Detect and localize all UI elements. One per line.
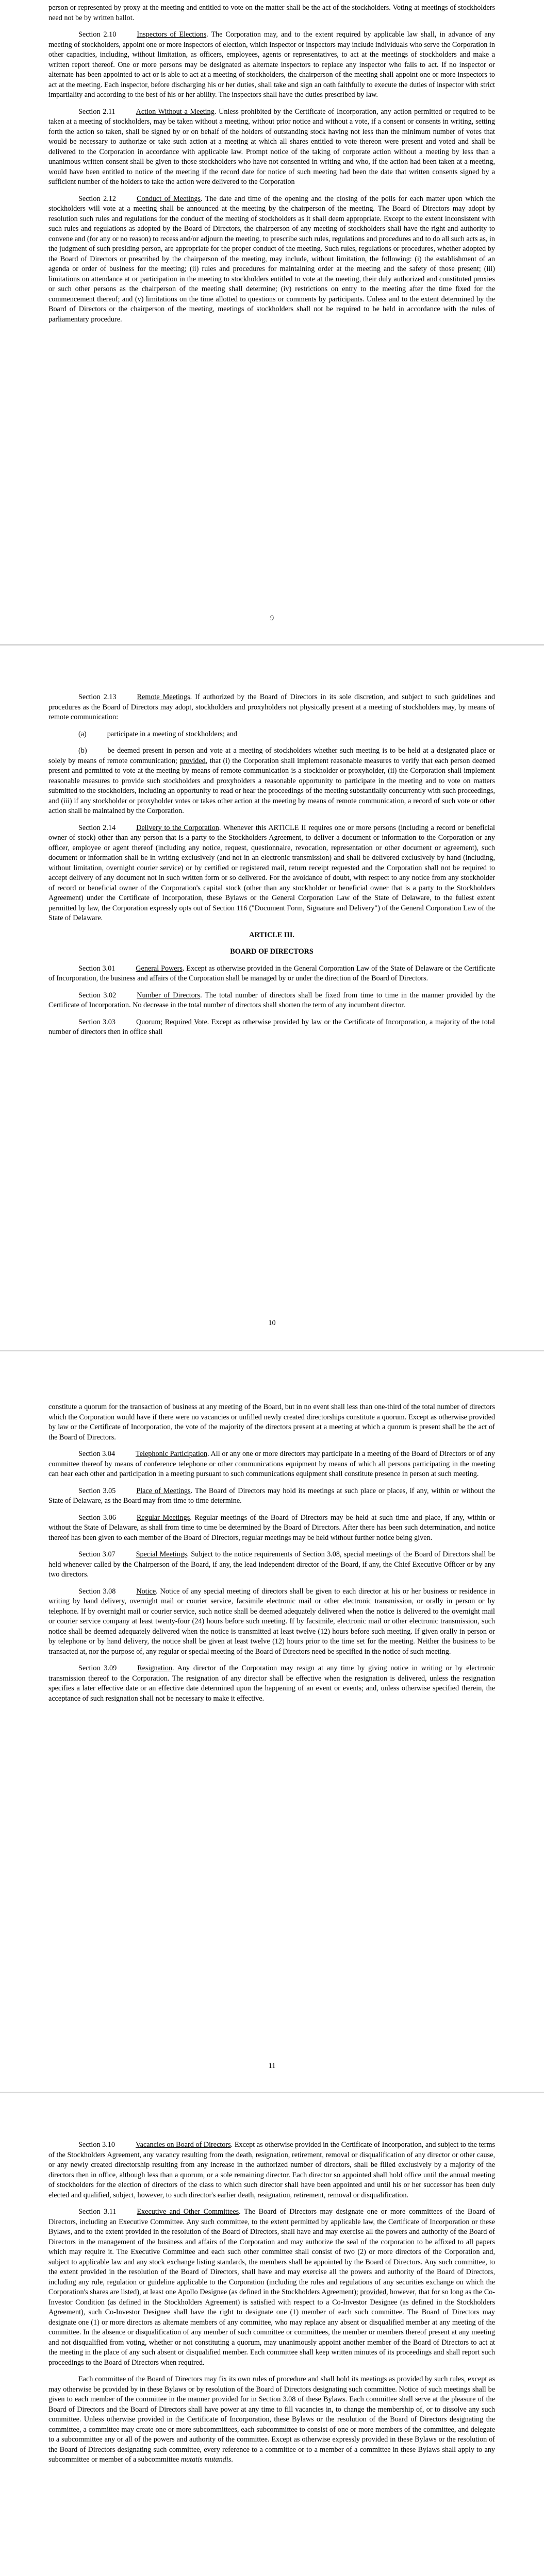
section-title: Number of Directors bbox=[137, 991, 201, 999]
page-separator bbox=[0, 1350, 544, 1351]
page-9-content bbox=[48, 3, 495, 331]
section-3-01 bbox=[48, 964, 495, 984]
list-text: be deemed present in person and vote at a meeting of stockholders whether such meeting is to be held at a designated place or solely by means of remote communication; bbox=[48, 747, 495, 765]
article-title: BOARD OF DIRECTORS bbox=[230, 947, 314, 956]
section-number: Section 2.10 bbox=[78, 30, 117, 39]
section-title: Delivery to the Corporation bbox=[136, 823, 219, 832]
list-item-b bbox=[48, 746, 495, 817]
section-number: Section 3.06 bbox=[78, 1513, 116, 1522]
provided-term: provided bbox=[360, 2288, 386, 2296]
section-text: . The Corporation may, and to the extent required by applicable law shall, in advance of any meeting of stockholders, appoint one or more inspectors of election, which inspector or inspectors may include individuals who serve the Corporation in other capacities, including, without limitation, as officers, employees, agents or representatives, to act at the meetings of stockholders and make a written report thereof. One or more persons may be designated as alternate inspectors to replace any inspector who fails to act. If no inspector or alternate has been appointed to act or is able to act at a meeting of stockholders, the chairperson of the meeting shall appoint one or more inspectors to act at the meeting. Each inspector, before discharging his or her duties, shall take and sign an oath faithfully to execute the duties of inspector with strict impartiality and according to the best of his or her ability. The inspectors shall have the duties prescribed by law. bbox=[48, 30, 495, 99]
section-text: . All or any one or more directors may participate in a meeting of the Board of Directors or of any committee thereof by means of conference telephone or other communications equipment by means of which all persons participating in the meeting can hear each other and participation in a meeting pursuant to such communications equipment shall constitute presence in person at such meeting. bbox=[48, 1450, 495, 1478]
section-3-04 bbox=[48, 1449, 495, 1480]
section-number: Section 3.01 bbox=[78, 964, 116, 973]
section-text: . Notice of any special meeting of directors shall be given to each director at his or her business or residence in writing by hand delivery, overnight mail or courier service, facsimile electronic mail or other electronic transmission, or orally in person or by telephone. If by overnight mail or courier service, such notice shall be deemed adequately delivered when the notice is delivered to the overnight mail or courier service company at least twenty-four (24) hours before such meeting. If by facsimile, electronic mail or other electronic transmission, such notice shall be deemed adequately delivered when the notice is transmitted at least twelve (12) hours before such meeting. If given orally in person or by telephone or by hand delivery, the notice shall be given at least twelve (12) hours prior to the time set for the meeting. Neither the business to be transacted at, nor the purpose of, any regular or special meeting of the Board of Directors need be specified in the notice of such meeting. bbox=[48, 1587, 495, 1656]
section-number: Section 3.05 bbox=[78, 1486, 116, 1495]
section-text: . Whenever this ARTICLE II requires one or more persons (including a record or beneficial owner of stock) other than any person that is a party to the Stockholders Agreement, to deliver a document or information to the Corporation or any officer, employee or agent thereof (including any notice, request, questionnaire, revocation, representation or other document or agreement), such document or information shall be in writing exclusively (and not in an electronic transmission) and shall be delivered exclusively by hand (including, without limitation, overnight courier service) or by certified or registered mail, return receipt requested and the Corporation shall not be required to accept delivery of any document not in such written form or so delivered. For the avoidance of doubt, with respect to any notice from any stockholder of record or beneficial owner of the Corporation's capital stock (other than any stockholder or beneficial owner that is a party to the Stockholders Agreement) under the Certificate of Incorporation, these Bylaws or the General Corporation Law of the State of Delaware, to the fullest extent permitted by law, the Corporation expressly opts out of Section 116 ("Document Form, Signature and Delivery") of the General Corporation Law of the State of Delaware. bbox=[48, 823, 495, 922]
section-3-07 bbox=[48, 1550, 495, 1580]
list-label: (a) bbox=[78, 730, 87, 738]
section-number: Section 3.11 bbox=[78, 2208, 117, 2216]
page-separator bbox=[0, 2092, 544, 2093]
section-number: Section 2.12 bbox=[78, 194, 117, 203]
section-text: . Regular meetings of the Board of Directors may be held at such time and place, if any, within or without the State of Delaware, as shall from time to time be determined by the Board of Directors. After there has been such determination, and notice thereof has been given to each member of the Board of Directors, regular meetings may be held without further notice being given. bbox=[48, 1513, 495, 1542]
list-text: participate in a meeting of stockholders; and bbox=[107, 730, 237, 738]
paragraph-end: . bbox=[231, 2455, 233, 2464]
section-title: Remote Meetings bbox=[137, 693, 190, 701]
section-title: Notice bbox=[136, 1587, 156, 1596]
section-text-continued: , however, that for so long as the Co-Investor Condition (as defined in the Stockholders Agreement) is satisfied with respect to a Co-Investor Designee (as defined in the Stockholders Agreement), such Co-Investor Designee shall have the right to designate one (1) member of each such committee. The Board of Directors may designate one (1) or more directors as alternate members of any committee, who may replace any absent or disqualified member at any meeting of the committee. In the absence or disqualification of any member of such committee or committees, the member or members thereof present at any meeting and not disqualified from voting, whether or not constituting a quorum, may unanimously appoint another member of the Board of Directors to act at the meeting in the place of any such absent or disqualified member. Each committee shall keep written minutes of its proceedings and shall report such proceedings to the Board of Directors when required. bbox=[48, 2288, 495, 2367]
section-3-09 bbox=[48, 1664, 495, 1704]
section-title: Quorum; Required Vote bbox=[136, 1018, 207, 1026]
page-11-content bbox=[48, 1402, 495, 1710]
page-number: 9 bbox=[270, 614, 274, 622]
page-10 bbox=[0, 649, 544, 1345]
section-2-10 bbox=[48, 30, 495, 100]
section-title: Inspectors of Elections bbox=[137, 30, 207, 39]
section-3-03 bbox=[48, 1018, 495, 1038]
section-number: Section 3.10 bbox=[78, 2141, 115, 2149]
section-3-10 bbox=[48, 2140, 495, 2200]
page-number: 10 bbox=[268, 1319, 276, 1327]
provided-term: provided bbox=[179, 756, 206, 765]
page-11 bbox=[0, 1355, 544, 2087]
section-2-14 bbox=[48, 823, 495, 924]
paragraph: constitute a quorum for the transaction of business at any meeting of the Board, but in no event shall less than one-third of the total number of directors which the Corporation would have if there were no vacancies or unfilled newly created directorships constitute a quorum. Except as otherwise provided by law or the Certificate of Incorporation, the vote of the majority of the directors present at a meeting at which a quorum is present shall be the act of the Board of Directors. bbox=[48, 1403, 495, 1442]
page-12 bbox=[0, 2097, 544, 2576]
section-text: . Except as otherwise provided in the Certificate of Incorporation, and subject to the terms of the Stockholders Agreement, any vacancy resulting from the death, resignation, retirement, removal or disqualification of any director or other cause, or any newly created directorship resulting from any increase in the authorized number of directors, shall be filled exclusively by a majority of the directors then in office, although less than a quorum, or a sole remaining director. Each director so appointed shall hold office until the annual meeting of stockholders for the election of directors of the class to which such director shall have been appointed and until his or her successor has been duly elected and qualified, subject, however, to such director's earlier death, resignation, retirement, removal or disqualification. bbox=[48, 2141, 495, 2199]
section-title: Action Without a Meeting bbox=[136, 107, 215, 116]
section-2-11 bbox=[48, 107, 495, 188]
section-3-05 bbox=[48, 1486, 495, 1506]
section-number: Section 3.02 bbox=[78, 991, 117, 999]
list-item-a bbox=[48, 730, 495, 740]
section-3-02 bbox=[48, 991, 495, 1011]
section-text: . The Board of Directors may designate one or more committees of the Board of Directors, including an Executive Committee. Any such committee, to the extent permitted by applicable law, the Certificate of Incorporation or these Bylaws, and to the extent provided in the resolution of the Board of Directors, shall have and may exercise all the powers and authority of the Board of Directors in the management of the business and affairs of the Corporation and may authorize the seal of the corporation to be affixed to all papers which may require it. The Executive Committee and each such other committee shall consist of two (2) or more directors of the Corporation and, subject to applicable law and any stock exchange listing standards, the members shall be appointed by the Board of Directors. Any such committee, to the extent provided in the resolution of the Board of Directors, shall have and may exercise all the powers and authority of the Board of Directors, including any rule, regulation or guideline applicable to the Corporation (including the rules and regulations of any securities exchange on which the Corporation's shares are listed), at least one Apollo Designee (as defined in the Stockholders Agreement); bbox=[48, 2208, 495, 2296]
section-2-13 bbox=[48, 692, 495, 723]
page-9 bbox=[0, 0, 544, 639]
section-3-11 bbox=[48, 2207, 495, 2368]
section-title: Place of Meetings bbox=[136, 1486, 191, 1495]
section-text: . Subject to the notice requirements of Section 3.08, special meetings of the Board of Directors shall be held whenever called by the Chairperson of the Board, if any, the lead independent director of the Board, if any, the Chief Executive Officer or by any two directors. bbox=[48, 1550, 495, 1579]
section-title: Vacancies on Board of Directors bbox=[136, 2141, 231, 2149]
section-number: Section 2.14 bbox=[78, 823, 116, 832]
article-heading: ARTICLE III. bbox=[249, 930, 294, 939]
section-title: Telephonic Participation bbox=[136, 1450, 208, 1458]
section-text: . Except as otherwise provided in the General Corporation Law of the State of Delaware or the Certificate of Incorporation, the business and affairs of the Corporation shall be managed by or under the direction of the Board of Directors. bbox=[48, 964, 495, 982]
section-title: General Powers bbox=[136, 964, 183, 973]
section-text: . If authorized by the Board of Directors in its sole discretion, and subject to such guidelines and procedures as the Board of Directors may adopt, stockholders and proxyholders not physically present at a meeting of stockholders may, by means of remote communication: bbox=[48, 693, 495, 721]
section-text: . Any director of the Corporation may resign at any time by giving notice in writing or by electronic transmission thereof to the Corporation. The resignation of any director shall be effective when the resignation is delivered, unless the resignation specifies a later effective date or an effective date determined upon the happening of an event or events; and, unless otherwise specified therein, the acceptance of such resignation shall not be necessary to make it effective. bbox=[48, 1664, 495, 1703]
section-3-06 bbox=[48, 1513, 495, 1544]
list-text-continued: , that (i) the Corporation shall implement reasonable measures to verify that each person deemed present and permitted to vote at the meeting by means of remote communication is a stockholder or proxyholder, (ii) the Corporation shall implement reasonable measures to provide such stockholders and proxyholders a reasonable opportunity to participate in the meeting and to vote on matters submitted to the stockholders, including an opportunity to read or hear the proceedings of the meeting substantially concurrently with such proceedings, and (iii) if any stockholder or proxyholder votes or takes other action at the meeting by means of remote communication, a record of such vote or other action shall be maintained by the Corporation. bbox=[48, 756, 495, 815]
section-text: . Except as otherwise provided by law or the Certificate of Incorporation, a majority of the total number of directors then in office shall bbox=[48, 1018, 495, 1036]
section-text: . The total number of directors shall be fixed from time to time in the manner provided by the Certificate of Incorporation. No decrease in the total number of directors shall shorten the term of any incumbent director. bbox=[48, 991, 495, 1009]
section-title: Resignation bbox=[137, 1664, 172, 1672]
section-number: Section 3.08 bbox=[78, 1587, 116, 1596]
paragraph-text: Each committee of the Board of Directors may fix its own rules of procedure and shall hold its meetings as provided by such rules, except as may otherwise be provided by in these Bylaws or by resolution of the Board of Directors designating such committee. Notice of such meetings shall be given to each member of the committee in the manner provided for in Section 3.08 of these Bylaws. Each committee shall serve at the pleasure of the Board of Directors and the Board of Directors shall have power at any time to fill vacancies in, to change the membership of, or to dissolve any such committee. Unless otherwise provided in the Certificate of Incorporation, these Bylaws or the resolution of the Board of Directors designating the committee, a committee may create one or more subcommittees, each subcommittee to consist of one or more members of the committee, and delegate to a subcommittee any or all of the powers and authority of the committee. Except as otherwise expressly provided in these Bylaws or the resolution of the Board of Directors designating such committee, every reference to a committee or to a member of a committee in these Bylaws shall apply to any subcommittee or member of a subcommittee bbox=[48, 2375, 495, 2464]
section-title: Conduct of Meetings bbox=[137, 194, 201, 203]
section-text: . Unless prohibited by the Certificate of Incorporation, any action permitted or required to be taken at a meeting of stockholders, may be taken without a meeting, without prior notice and without a vote, if a consent or consents in writing, setting forth the action so taken, shall be signed by or on behalf of the holders of outstanding stock having not less than the minimum number of votes that would be necessary to authorize or take such action at a meeting at which all shares entitled to vote thereon were present and voted and shall be delivered to the Corporation in accordance with applicable law. Prompt notice of the taking of corporate action without a meeting by less than a unanimous written consent shall be given to those stockholders who have not consented in writing and who, if the action had been taken at a meeting, would have been entitled to notice of the meeting if the record date for notice of such meeting had been the date that written consents signed by a sufficient number of the holders to take the action were delivered to the Corporation bbox=[48, 107, 495, 186]
section-title: Regular Meetings bbox=[136, 1513, 190, 1522]
section-number: Section 3.04 bbox=[78, 1450, 116, 1458]
section-text: . The date and time of the opening and the closing of the polls for each matter upon which the stockholders will vote at a meeting shall be announced at the meeting by the chairperson of the meeting. The Board of Directors may adopt by resolution such rules and regulations for the conduct of the meeting of stockholders as it shall deem appropriate. Except to the extent inconsistent with such rules and regulations as adopted by the Board of Directors, the chairperson of any meeting of stockholders shall have the right and authority to convene and (for any or no reason) to recess and/or adjourn the meeting, to prescribe such rules, regulations and procedures and to do all such acts as, in the judgment of such presiding person, are appropriate for the proper conduct of the meeting. Such rules, regulations or procedures, whether adopted by the Board of Directors or prescribed by the chairperson of the meeting, may include, without limitation, the following: (i) the establishment of an agenda or order of business for the meeting; (ii) rules and procedures for maintaining order at the meeting and the safety of those present; (iii) limitations on attendance at or participation in the meeting to stockholders entitled to vote at the meeting, their duly authorized and constituted proxies or such other persons as the chairperson of the meeting shall determine; (iv) restrictions on entry to the meeting after the time fixed for the commencement thereof; and (v) limitations on the time allotted to questions or comments by participants. Unless and to the extent determined by the Board of Directors or the chairperson of the meeting, meetings of stockholders shall not be required to be held in accordance with the rules of parliamentary procedure. bbox=[48, 194, 496, 324]
paragraph: person or represented by proxy at the meeting and entitled to vote on the matter shall be the act of the stockholders. Voting at meetings of stockholders need not be by written ballot. bbox=[48, 4, 495, 22]
section-number: Section 3.03 bbox=[78, 1018, 116, 1026]
section-number: Section 2.13 bbox=[78, 693, 117, 701]
page-separator bbox=[0, 644, 544, 646]
section-number: Section 3.09 bbox=[78, 1664, 117, 1672]
section-number: Section 3.07 bbox=[78, 1550, 116, 1558]
paragraph-committee-rules bbox=[48, 2375, 495, 2465]
page-number: 11 bbox=[268, 2062, 276, 2070]
section-title: Special Meetings bbox=[136, 1550, 187, 1558]
list-label: (b) bbox=[78, 747, 87, 755]
section-title: Executive and Other Committees bbox=[137, 2208, 239, 2216]
section-number: Section 2.11 bbox=[78, 107, 116, 116]
page-10-content bbox=[48, 692, 495, 1044]
section-text: . The Board of Directors may hold its meetings at such place or places, if any, within or without the State of Delaware, as the Board may from time to time determine. bbox=[48, 1486, 496, 1505]
section-2-12 bbox=[48, 194, 495, 325]
section-3-08 bbox=[48, 1587, 495, 1657]
page-12-content bbox=[48, 2140, 495, 2472]
latin-term: mutatis mutandis bbox=[180, 2455, 232, 2464]
